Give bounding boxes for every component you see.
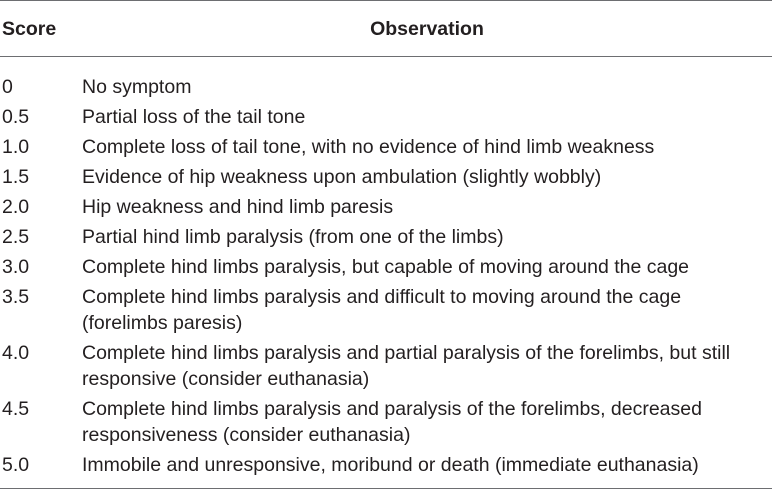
observation-cell: Evidence of hip weakness upon ambulation (slightly wobbly)	[82, 166, 602, 188]
table-row	[0, 340, 772, 396]
header-row	[0, 1, 772, 57]
observation-cell: Complete hind limbs paralysis, but capable of moving around the cage	[82, 256, 690, 278]
observation-cell: Partial loss of the tail tone	[82, 106, 306, 128]
table-row	[0, 254, 772, 284]
score-cell: 1.0	[2, 136, 30, 158]
observation-column-header: Observation	[82, 1, 772, 57]
table-body	[0, 57, 772, 489]
score-cell: 1.5	[2, 166, 30, 188]
score-cell: 3.5	[2, 286, 30, 308]
observation-cell: Complete hind limbs paralysis and partial paralysis of the forelimbs, but still responsive (consider euthanasia)	[82, 342, 731, 390]
score-cell: 3.0	[2, 256, 30, 278]
observation-cell: Complete loss of tail tone, with no evidence of hind limb weakness	[82, 136, 655, 158]
observation-cell: Complete hind limbs paralysis and paralysis of the forelimbs, decreased responsiveness (consider euthanasia)	[82, 398, 702, 446]
table-row	[0, 396, 772, 452]
score-cell: 2.5	[2, 226, 30, 248]
score-cell: 4.5	[2, 398, 30, 420]
table-row	[0, 57, 772, 105]
table-row	[0, 284, 772, 340]
score-cell: 2.0	[2, 196, 30, 218]
score-cell: 0.5	[2, 106, 30, 128]
score-cell: 4.0	[2, 342, 30, 364]
table-row	[0, 224, 772, 254]
score-cell: 5.0	[0, 452, 82, 489]
observation-cell: Partial hind limb paralysis (from one of the limbs)	[82, 226, 504, 248]
table-row	[0, 104, 772, 134]
table-header	[0, 1, 772, 57]
table-row	[0, 194, 772, 224]
observation-cell: Hip weakness and hind limb paresis	[82, 196, 394, 218]
score-cell: 0	[2, 76, 13, 98]
table-row	[0, 452, 772, 489]
observation-cell: Immobile and unresponsive, moribund or death (immediate euthanasia)	[82, 452, 772, 489]
observation-cell: No symptom	[82, 76, 192, 98]
observation-cell: Complete hind limbs paralysis and difficult to moving around the cage (forelimbs paresis)	[82, 286, 682, 334]
score-column-header: Score	[0, 1, 82, 57]
table-row	[0, 164, 772, 194]
table-row	[0, 134, 772, 164]
